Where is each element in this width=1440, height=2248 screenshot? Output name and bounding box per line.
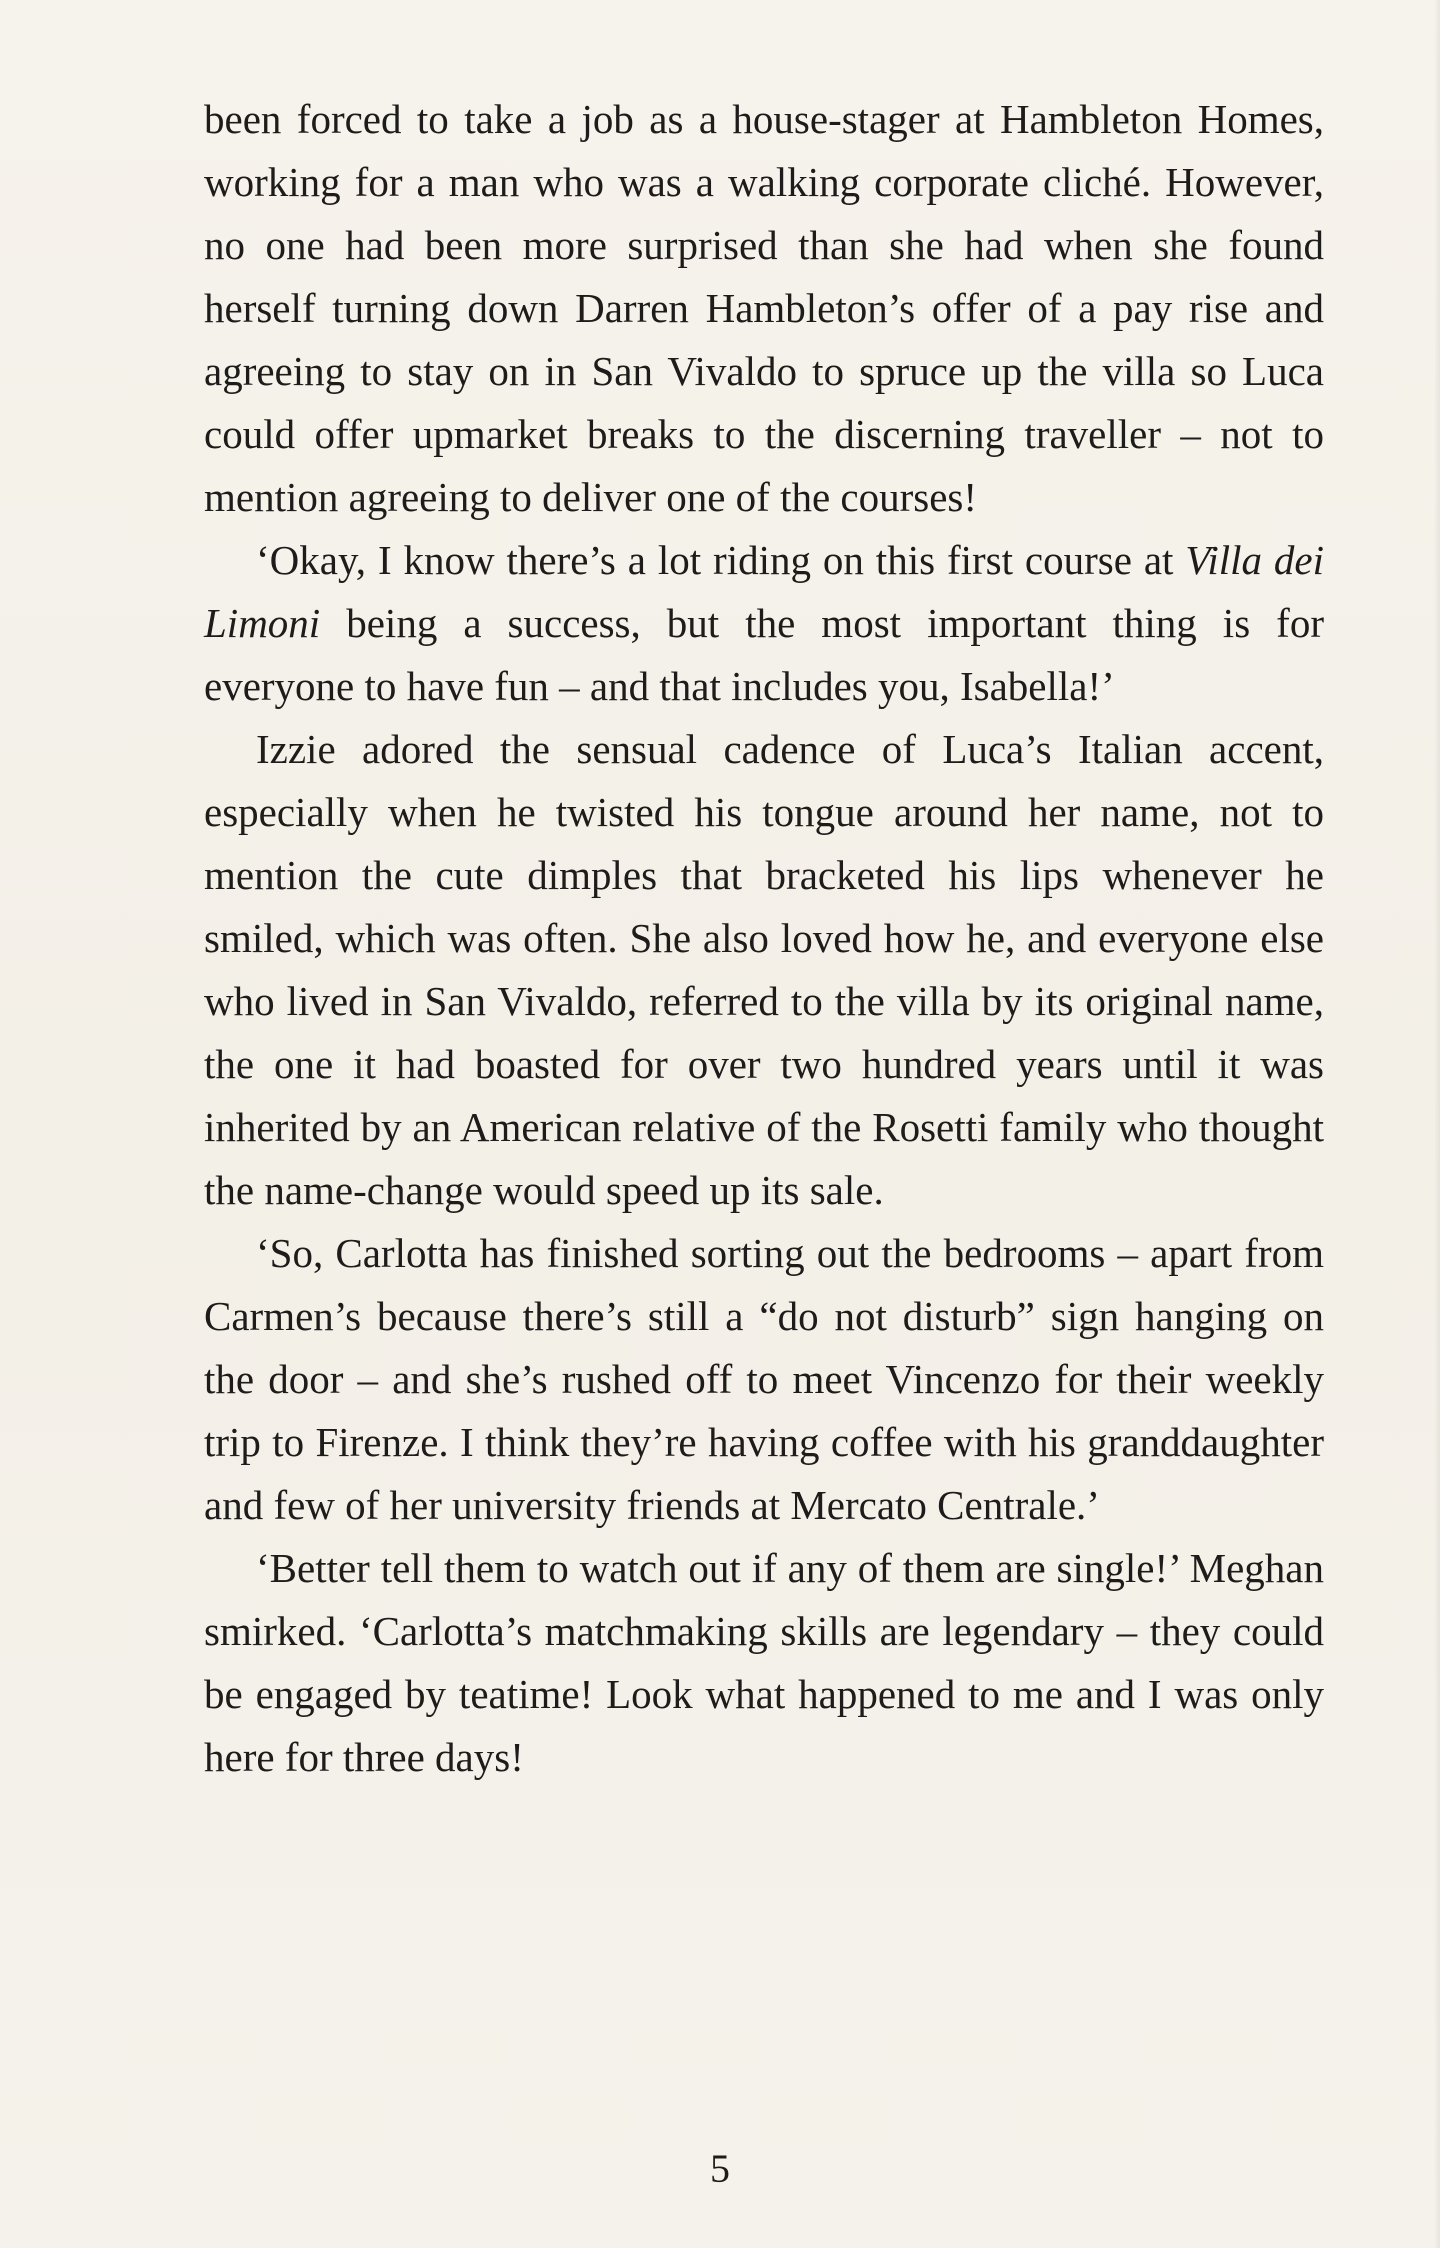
paragraph-4 (204, 1222, 1324, 1537)
paragraph-5-text: ‘Better tell them to watch out if any of them are single!’ Meghan smirked. ‘Carlotta’s matchmaking skills are legendary – they could be engaged by teatime! Look what happened to me and I was only here for three days! (204, 1545, 1324, 1780)
paragraph-3-text: Izzie adored the sensual cadence of Luca’s Italian accent, especially when he twisted his tongue around her name, not to mention the cute dimples that bracketed his lips whenever he smiled, which was often. She also loved how he, and everyone else who lived in San Vivaldo, referred to the villa by its original name, the one it had boasted for over two hundred years until it was inherited by an American relative of the Rosetti family who thought the name-change would speed up its sale. (204, 726, 1324, 1213)
paragraph-1 (204, 88, 1324, 529)
paragraph-5 (204, 1537, 1324, 1789)
paragraph-2-text-a: ‘Okay, I know there’s a lot riding on this first course at (256, 537, 1186, 583)
body-text (204, 88, 1324, 1789)
paragraph-3 (204, 718, 1324, 1222)
paragraph-2 (204, 529, 1324, 718)
villa-name-italic: Villa dei Limoni (204, 537, 1325, 646)
page-edge-shadow (1434, 0, 1440, 2248)
paragraph-4-text: ‘So, Carlotta has finished sorting out the bedrooms – apart from Carmen’s because there’s still a “do not disturb” sign hanging on the door – and she’s rushed off to meet Vincenzo for their weekly trip to Firenze. I think they’re having coffee with his granddaughter and few of her university friends at Mercato Centrale.’ (204, 1230, 1324, 1528)
paragraph-2-text-b: being a success, but the most important thing is for everyone to have fun – and that includes you, Isabella!’ (204, 600, 1324, 709)
page-number: 5 (710, 2146, 730, 2191)
paragraph-1-text: been forced to take a job as a house-stager at Hambleton Homes, working for a man who was a walking corporate cliché. However, no one had been more surprised than she had when she found herself turning down Darren Hambleton’s offer of a pay rise and agreeing to stay on in San Vivaldo to spruce up the villa so Luca could offer upmarket breaks to the discerning traveller – not to mention agreeing to deliver one of the courses! (204, 96, 1324, 520)
